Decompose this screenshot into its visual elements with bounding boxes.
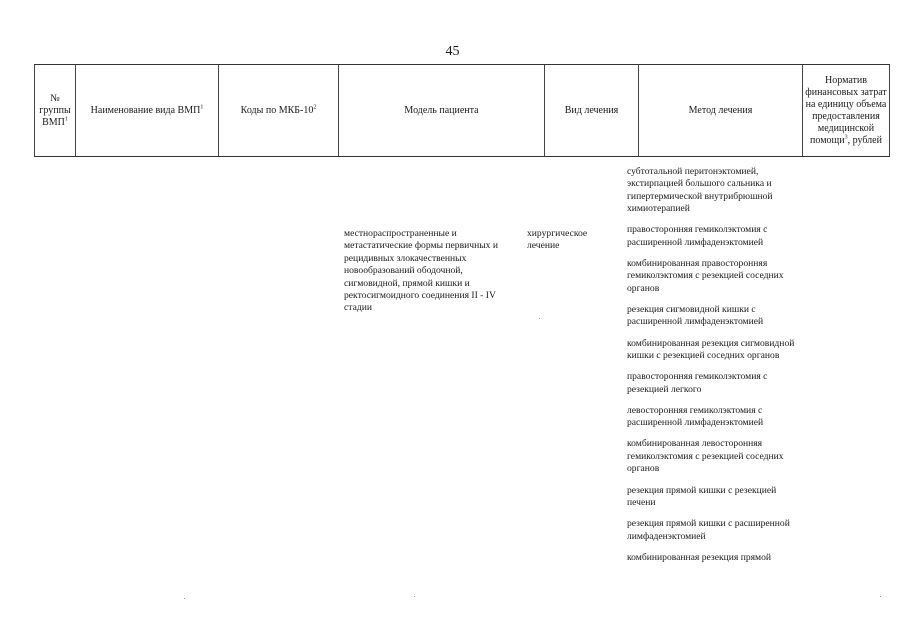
method-item: комбинированная левосторонняя гемиколэктомия с резекцией соседних органов [627,438,784,475]
method-item: правосторонняя гемиколэктомия с резекцией легкого [627,371,768,395]
method-item: комбинированная резекция прямой [627,551,772,563]
patient-model-cell: местнораспространенные и метастатические формы первичных и рецидивных злокачественных новообразований ободочной, сигмовидной, прямой кишки и ректосигмоидного соединения II - IV стадии [344,228,499,314]
scan-speck [184,598,185,599]
treatment-method-list [627,166,807,573]
method-item: правосторонняя гемиколэктомия с расширенной лимфаденэктомией [627,224,768,248]
header-treatment-type: Вид лечения [564,104,619,116]
method-item: левосторонняя гемиколэктомия с расширенной лимфаденэктомией [627,404,764,429]
scan-speck [414,596,415,597]
vmp-table [34,64,890,157]
header-group-number: № группы ВМП$^1$ [39,92,71,128]
method-item: субтотальной перитонэктомией, экстирпацией большого сальника и гипертермической внутрибрюшной химиотерапией [627,166,773,215]
header-icd-codes: Коды по МКБ-$10^2$ [240,104,317,116]
scan-speck [880,596,881,597]
method-item: комбинированная резекция сигмовидной кишки с резекцией соседних органов [627,337,795,362]
header-cost-norm: Норматив финансовых затрат на единицу объема предоставления медицинской помощи$^3$, рублей [805,74,887,146]
table-header [34,64,890,157]
treatment-type-cell: хирургическое лечение [527,228,588,252]
method-item: комбинированная правосторонняя гемиколэктомия с резекцией соседних органов [627,258,784,294]
header-vmp-name: Наименование вида ВМП$^1$ [90,104,204,116]
page-number: 45 [445,44,460,59]
method-item: резекция прямой кишки с резекцией печени [627,484,777,508]
method-item: резекция сигмовидной кишки с расширенной лимфаденэктомией [627,304,764,328]
header-treatment-method: Метод лечения [688,104,753,116]
scan-speck [539,318,540,319]
header-patient-model: Модель пациента [404,104,479,116]
method-item: резекция прямой кишки с расширенной лимфаденэктомией [627,518,790,542]
